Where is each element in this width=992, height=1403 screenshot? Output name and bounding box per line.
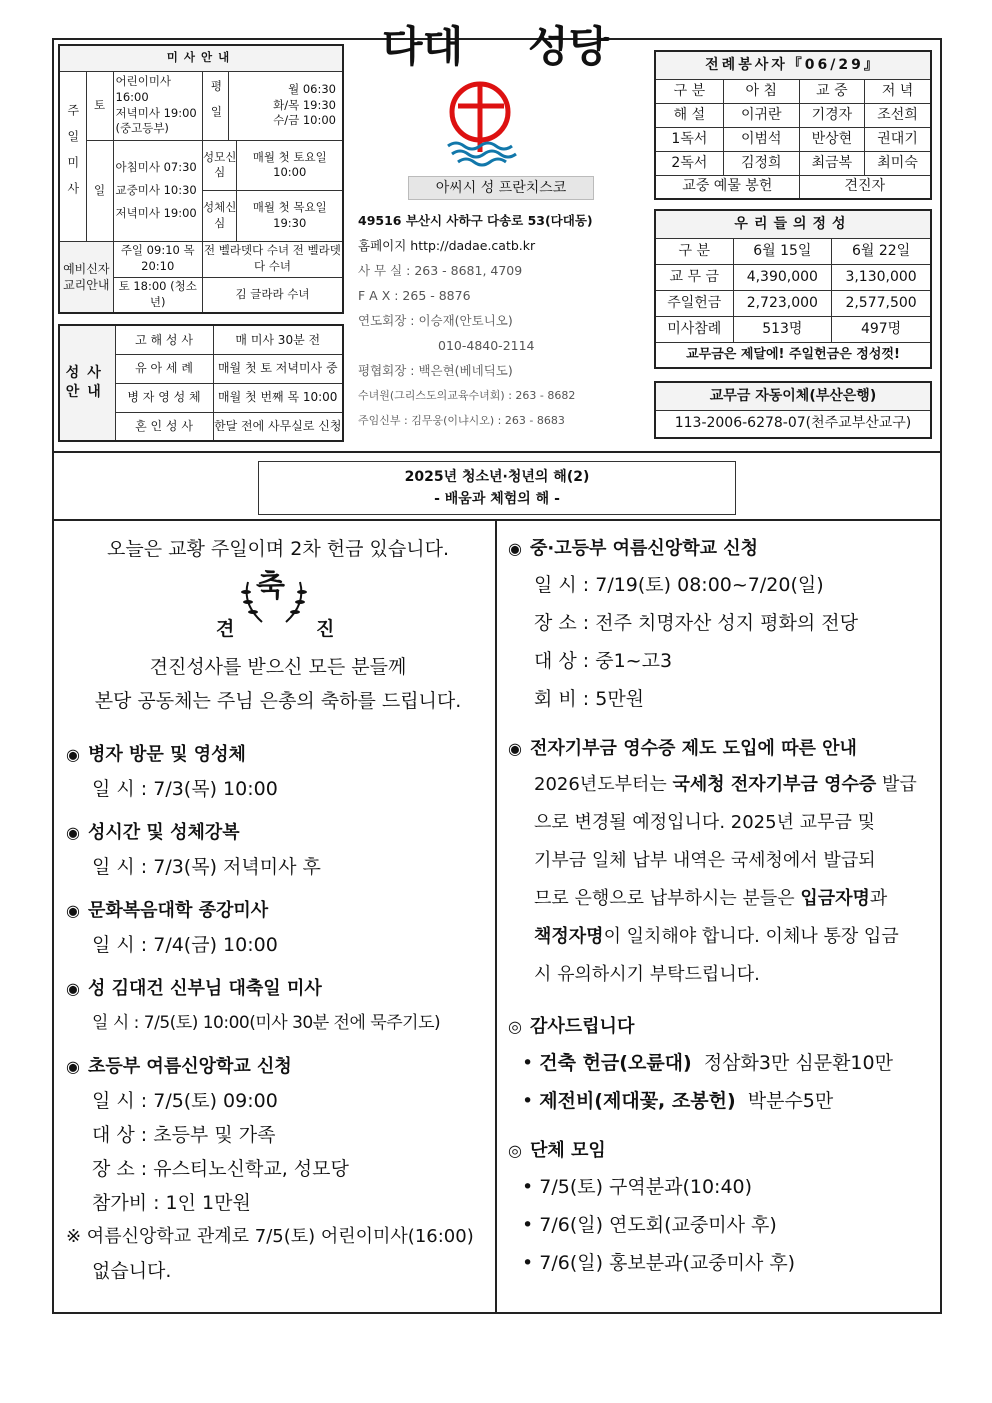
sacrament-table	[58, 324, 344, 442]
logo-caption: 아씨시 성 프란치스코	[408, 176, 594, 200]
sat-mass-2: 저녁미사 19:00	[115, 105, 197, 120]
devotion1-value: 매월 첫 토요일 10:00	[237, 141, 342, 191]
cat2-time: 토 18:00 (청소년)	[113, 277, 202, 313]
chair-phone: 010-4840-2114	[438, 338, 535, 353]
sacr-time-3: 매월 첫 번째 목 10:00	[213, 383, 343, 412]
fin-cell: 2,723,000	[733, 290, 832, 316]
notice-title: 중·고등부 여름신앙학교 신청	[530, 538, 759, 559]
fin-cell: 513명	[733, 316, 832, 342]
address: 49516 부산시 사하구 다송로 53(다대동)	[358, 213, 593, 228]
notice-title: 초등부 여름신앙학교 신청	[88, 1056, 292, 1077]
cat1-teacher: 전 벨라뎃다 수녀 전 벨라뎃다 수녀	[202, 241, 343, 277]
chuk-char: 축	[256, 569, 285, 604]
serv-cell: 이귀란	[723, 103, 799, 127]
text-span: 7/5(토) 구역분과(10:40)	[539, 1176, 753, 1198]
summer-note-2: 없습니다.	[92, 1260, 172, 1282]
text-bold: 입금자명	[800, 888, 870, 909]
congrats-line1: 견진성사를 받으신 모든 분들께	[149, 656, 407, 678]
notice-title: 성시간 및 성체강복	[88, 822, 240, 843]
serv-cell: 저 녁	[865, 79, 931, 103]
text-bold: 건축 헌금(오륜대)	[539, 1052, 692, 1074]
text-span: 2026년도부터는	[534, 774, 673, 795]
cross-wave-icon	[440, 78, 530, 168]
congrats-emblem	[66, 566, 490, 650]
sacr-time-4: 한달 전에 사무실로 신청	[213, 412, 343, 441]
serv-cell: 구 분	[655, 79, 723, 103]
chair: 연도회장 : 이승재(안토니오)	[358, 313, 513, 328]
fin-cell: 교 무 금	[655, 264, 733, 290]
serv-cell: 조선희	[865, 103, 931, 127]
bullet-icon: ◉	[66, 823, 80, 842]
cat1-time: 주일 09:10 목 20:10	[113, 241, 202, 277]
notice-line: 일 시 : 7/5(토) 09:00	[92, 1090, 278, 1112]
devotion1-label: 성모신심	[203, 141, 237, 191]
convent: 수녀원(그리스도의교육수녀회) : 263 - 8682	[358, 389, 576, 402]
serv-cell: 반상현	[799, 127, 864, 151]
pastor: 주임신부 : 김무웅(이냐시오) : 263 - 8683	[358, 414, 565, 427]
bullet-icon: ◉	[66, 1057, 80, 1076]
sacrament-title: 성사안내	[59, 325, 115, 441]
text-span: 박분수5만	[747, 1090, 834, 1112]
serv-cell: 해 설	[655, 103, 723, 127]
notice-line: 대 상 : 초등부 및 가족	[92, 1124, 276, 1146]
summer-note: ※ 여름신앙학교 관계로 7/5(토) 어린이미사(16:00)	[66, 1226, 474, 1247]
fin-cell: 주일헌금	[655, 290, 733, 316]
serv-cell: 권대기	[865, 127, 931, 151]
finance-title: 우리들의정성	[655, 210, 931, 238]
bank-account: 113-2006-6278-07(천주교부산교구)	[655, 410, 931, 438]
fin-cell: 구 분	[655, 238, 733, 264]
fin-cell: 6월 22일	[832, 238, 931, 264]
circle-bullet-icon: ◎	[508, 1141, 522, 1160]
sacr-name-3: 병 자 영 성 체	[115, 383, 213, 412]
fin-cell: 미사참례	[655, 316, 733, 342]
sun-label: 일	[86, 140, 113, 241]
sacr-name-4: 혼 인 성 사	[115, 412, 213, 441]
cat2-teacher: 김 글라라 수녀	[202, 277, 343, 313]
sacr-name-1: 고 해 성 사	[115, 325, 213, 354]
serv-cell: 김정희	[723, 151, 799, 175]
text-line: 시 유의하시기 부탁드립니다.	[534, 964, 760, 985]
serv-cell: 최미숙	[865, 151, 931, 175]
right-column: ◉ 중·고등부 여름신앙학교 신청 일 시 : 7/19(토) 08:00~7/20(일) 장 소 : 전주 치명자산 성지 평화의 전당 대 상 : 중1~고3 회 비 : 5만원 ◉ 전자기부금 영수증 제도 도입에 따른 안내 2026년도부터는 국세청 전자기부금 영수증 발급 으로 변경될 예정입니다. 2025년 교무금 및 기부금 일체 납부 내역은 국세청에서 발급되 므로 은행으로 납부하시는 분들은 입금자명과 책정자명이 일치해야 합니다. 이체나 통장 입금 시 유의하시기 부탁드립니다. ◎ 감사드립니다 • 건축 헌금(오륜대) 정삼화3만 심문환10만 • 제전비(제대꽃, 조봉헌) 박분수5만 ◎ 단체 모임 • 7/5(토) 구역분과(10:40) • 7/6(일) 연도회(교중미사 후) • 7/6(일) 홍보분과(교중미사 후)	[508, 532, 932, 1282]
sunday-mass-label: 주일미사	[59, 71, 86, 241]
year-theme-banner	[258, 461, 736, 515]
notice-line: 일 시 : 7/4(금) 10:00	[92, 934, 278, 956]
notice-title: 전자기부금 영수증 제도 도입에 따른 안내	[530, 738, 857, 759]
ereceipt-text	[508, 766, 932, 994]
liturgy-servers-table	[654, 50, 932, 200]
logo-name-2: 성당	[528, 22, 610, 71]
sat-label: 토	[86, 71, 113, 140]
fin-cell: 497명	[832, 316, 931, 342]
column-divider	[495, 520, 497, 1314]
divider	[52, 451, 942, 453]
sat-mass-1: 어린이미사 16:00	[115, 74, 172, 104]
notice-line: 참가비 : 1인 1만원	[92, 1192, 251, 1214]
banner-line2: - 배움과 체험의 해 -	[434, 491, 560, 507]
text-span: 므로 은행으로 납부하시는 분들은	[534, 888, 801, 909]
serv-cell: 교 중	[799, 79, 864, 103]
notice-title: 단체 모임	[530, 1140, 606, 1161]
notice-line: 일 시 : 7/19(토) 08:00~7/20(일)	[534, 574, 824, 596]
offering-value: 견진자	[799, 175, 931, 199]
bank-table	[654, 381, 932, 439]
text-bold: 국세청 전자기부금 영수증	[672, 774, 877, 795]
text-span: 7/6(일) 연도회(교중미사 후)	[539, 1214, 777, 1236]
sacr-time-1: 매 미사 30분 전	[213, 325, 343, 354]
notice-line: 회 비 : 5만원	[534, 688, 645, 710]
finance-table	[654, 209, 932, 369]
notice-line: 장 소 : 유스티노신학교, 성모당	[92, 1158, 349, 1180]
intro-text: 오늘은 교황 주일이며 2차 헌금 있습니다.	[107, 538, 449, 560]
text-line: 으로 변경될 예정입니다. 2025년 교무금 및	[534, 812, 875, 833]
notice-title: 문화복음대학 종강미사	[88, 900, 269, 921]
notice-title: 성 김대건 신부님 대축일 미사	[88, 978, 322, 999]
jin-char: 진	[316, 618, 335, 640]
parish-info	[358, 208, 648, 433]
text-span: 발급	[876, 774, 917, 795]
finance-note: 교무금은 제달에! 주일헌금은 정성껏!	[655, 342, 931, 368]
divider	[52, 519, 942, 521]
notice-line: 일 시 : 7/3(목) 10:00	[92, 778, 278, 800]
weekday-time-3: 수/금 10:00	[273, 113, 336, 128]
text-bold: 책정자명	[534, 926, 604, 947]
serv-cell: 1독서	[655, 127, 723, 151]
catechumen-label: 예비신자 교리안내	[59, 241, 113, 313]
sacr-time-2: 매월 첫 토 저녁미사 중	[213, 354, 343, 383]
text-span: 과	[869, 888, 888, 909]
text-line: 기부금 일체 납부 내역은 국세청에서 발급되	[534, 850, 876, 871]
devotion2-label: 성체신심	[203, 191, 237, 241]
serv-cell: 2독서	[655, 151, 723, 175]
notice-line: 일 시 : 7/3(목) 저녁미사 후	[92, 856, 321, 878]
homepage[interactable]: 홈페이지 http://dadae.catb.kr	[358, 238, 536, 253]
notice-line: 대 상 : 중1~고3	[534, 650, 673, 672]
congrats-line2: 본당 공동체는 주님 은총의 축하를 드립니다.	[94, 690, 462, 712]
bullet-icon: ◉	[508, 539, 522, 558]
serv-cell: 아 침	[723, 79, 799, 103]
devotion2-value: 매월 첫 목요일 19:30	[252, 200, 327, 230]
bullet-icon: ◉	[66, 901, 80, 920]
fin-cell: 2,577,500	[832, 290, 931, 316]
weekday-time-2: 화/목 19:30	[273, 97, 336, 112]
sun-mass-1: 아침미사 07:30	[115, 160, 197, 174]
banner-line1: 2025년 청소년·청년의 해(2)	[404, 469, 590, 485]
serv-cell: 이범석	[723, 127, 799, 151]
mass-schedule-table	[58, 44, 344, 314]
mass-title: 미사안내	[59, 45, 343, 71]
text-span: 7/6(일) 홍보분과(교중미사 후)	[539, 1252, 796, 1274]
sun-mass-2: 교중미사 10:30	[115, 183, 197, 197]
notice-line: 일 시 : 7/5(토) 10:00(미사 30분 전에 묵주기도)	[92, 1013, 441, 1033]
office-phone: 사 무 실 : 263 - 8681, 4709	[358, 263, 523, 278]
text-span: 정삼화3만 심문환10만	[703, 1052, 893, 1074]
weekday-label: 평일	[203, 72, 229, 140]
bullet-icon: ◉	[66, 979, 80, 998]
sacr-name-2: 유 아 세 례	[115, 354, 213, 383]
text-bold: 제전비(제대꽃, 조봉헌)	[539, 1090, 736, 1112]
sat-mass-3: (중고등부)	[115, 121, 169, 136]
weekday-time-1: 월 06:30	[288, 82, 336, 97]
notice-line: 장 소 : 전주 치명자산 성지 평화의 전당	[534, 612, 858, 634]
fin-cell: 3,130,000	[832, 264, 931, 290]
serv-cell: 최금복	[799, 151, 864, 175]
council-chair: 평협회장 : 백은현(베네딕도)	[358, 363, 513, 378]
bullet-icon: ◉	[508, 739, 522, 758]
notice-title: 감사드립니다	[530, 1016, 635, 1037]
fin-cell: 4,390,000	[733, 264, 832, 290]
text-span: 이 일치해야 합니다. 이체나 통장 입금	[603, 926, 899, 947]
fin-cell: 6월 15일	[733, 238, 832, 264]
bank-title: 교무금 자동이체(부산은행)	[655, 382, 931, 410]
fax: F A X : 265 - 8876	[358, 288, 471, 303]
left-column	[66, 532, 490, 1288]
servers-title: 전례봉사자『06/29』	[655, 51, 931, 79]
offering-label: 교중 예물 봉헌	[655, 175, 799, 199]
circle-bullet-icon: ◎	[508, 1017, 522, 1036]
sun-mass-3: 저녁미사 19:00	[115, 206, 197, 220]
serv-cell: 기경자	[799, 103, 864, 127]
logo-name-1: 다대	[382, 22, 464, 71]
bullet-icon: ◉	[66, 745, 80, 764]
notice-title: 병자 방문 및 영성체	[88, 744, 246, 765]
kyeon-char: 견	[216, 618, 235, 640]
